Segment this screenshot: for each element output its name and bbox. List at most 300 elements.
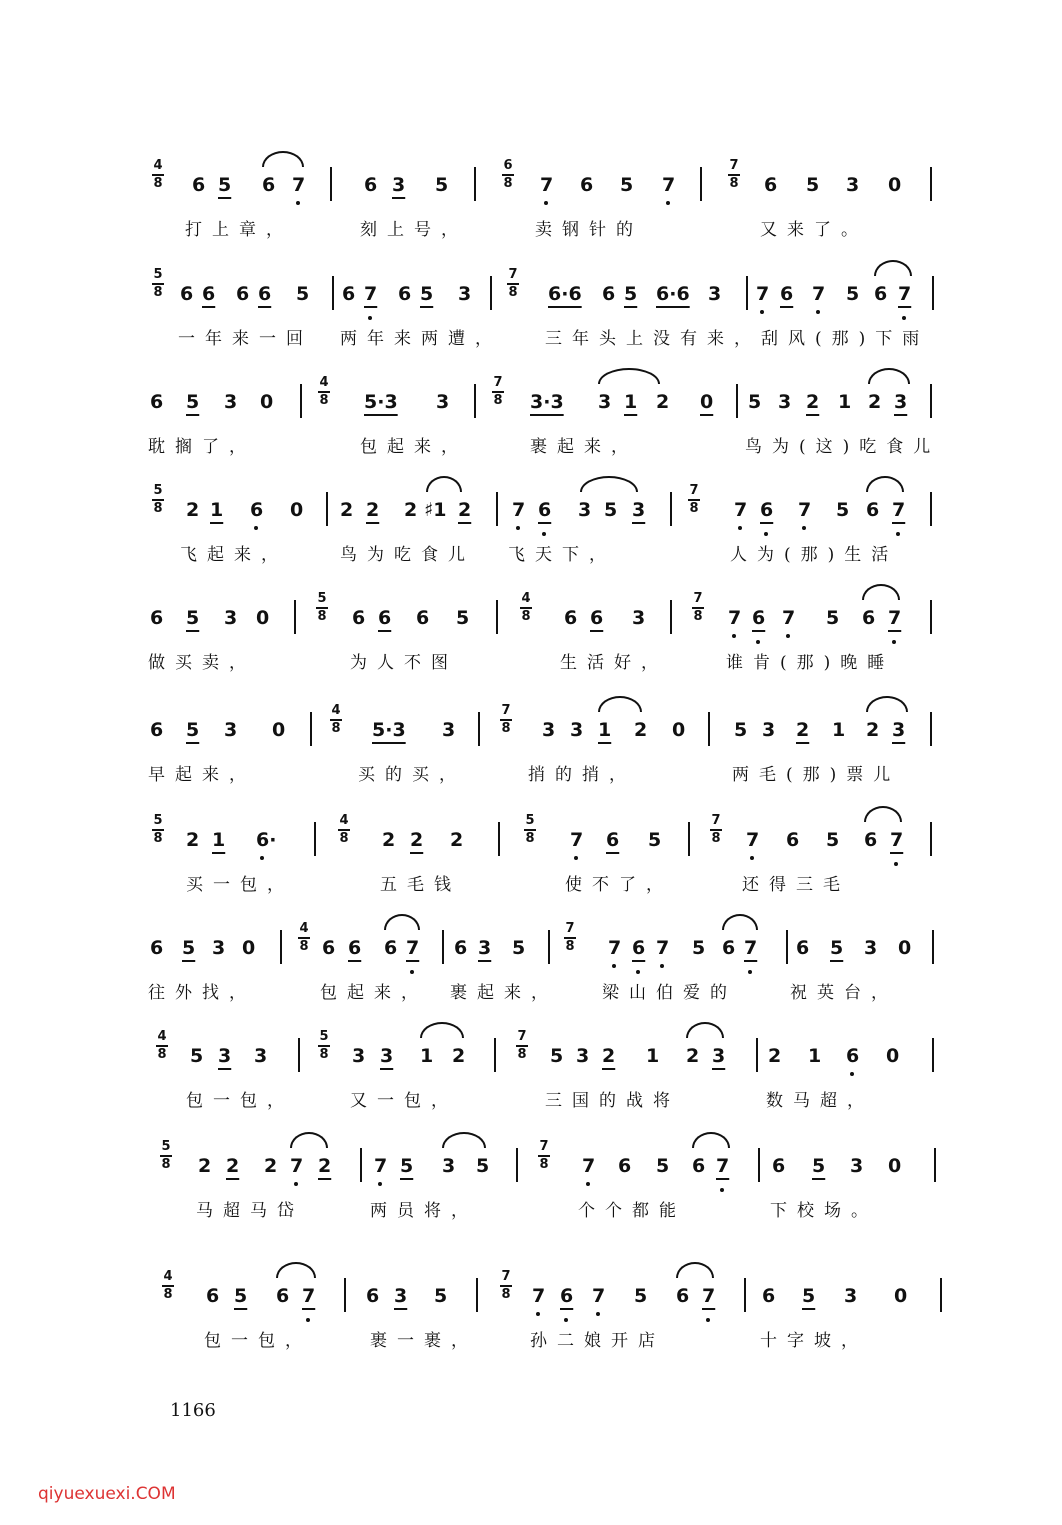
time-signature-bottom: 8: [521, 608, 531, 624]
lower-octave-dot: [892, 640, 896, 644]
note: 6: [416, 607, 430, 629]
time-signature: [690, 592, 706, 624]
lyric-text: 包一包，: [186, 1091, 294, 1111]
note: 5: [218, 174, 232, 196]
lyric-text: 裹起来，: [530, 437, 638, 457]
note: 6: [378, 607, 392, 629]
note: 3: [712, 1045, 726, 1067]
time-signature-top: 5: [319, 1029, 329, 1044]
note: 7: [374, 1154, 387, 1178]
page-number: 1166: [170, 1400, 216, 1421]
note: 5: [846, 283, 860, 305]
lyric-text: 买的买，: [358, 765, 466, 785]
note: 6: [322, 937, 336, 959]
lower-octave-dot: [636, 970, 640, 974]
note: 3: [894, 391, 908, 413]
time-signature-top: 7: [501, 703, 511, 718]
note: 6: [150, 719, 164, 741]
note: 6: [342, 283, 356, 305]
note: 2: [768, 1045, 782, 1067]
barline: [496, 600, 498, 634]
note: 1: [624, 391, 638, 413]
note: 1: [646, 1045, 660, 1067]
time-signature: [328, 704, 344, 736]
barline: [756, 1038, 758, 1072]
lyric-text: 为人不图: [350, 653, 458, 673]
note: 6: [538, 498, 551, 522]
lyric-text: 包起来，: [360, 437, 468, 457]
note: 7: [728, 606, 741, 630]
lyric-text: 捎的捎，: [528, 765, 636, 785]
note: 6: [846, 1044, 859, 1068]
note: 6: [762, 1285, 776, 1307]
note: 6·6: [656, 283, 690, 305]
note: 6: [398, 283, 412, 305]
note: 5: [512, 937, 526, 959]
barline: [476, 1278, 478, 1312]
barline: [360, 1148, 362, 1182]
lyric-text: 早起来，: [148, 765, 256, 785]
note: 2: [340, 499, 354, 521]
time-signature-top: 5: [153, 483, 163, 498]
time-signature-bottom: 8: [153, 830, 163, 846]
note: 3: [442, 1155, 456, 1177]
note: 6: [150, 391, 164, 413]
lower-octave-dot: [368, 316, 372, 320]
lyric-text: 祝英台，: [790, 983, 898, 1003]
barline: [930, 712, 932, 746]
note: 3: [218, 1045, 232, 1067]
note: 3: [844, 1285, 858, 1307]
time-signature-bottom: 8: [501, 720, 511, 736]
note: 3: [352, 1045, 366, 1067]
barline: [344, 1278, 346, 1312]
barline: [758, 1148, 760, 1182]
barline: [330, 167, 332, 201]
barline: [332, 276, 334, 310]
lower-octave-dot: [706, 1318, 710, 1322]
note: 2: [806, 391, 820, 413]
lyric-text: 五毛钱: [380, 875, 461, 895]
note: 7: [756, 282, 769, 306]
note: 7: [592, 1284, 605, 1308]
note: 3: [892, 719, 906, 741]
lower-octave-dot: [260, 856, 264, 860]
note: 5·3: [372, 719, 406, 741]
lyric-text: 个个都能: [578, 1201, 686, 1221]
time-signature-top: 4: [331, 703, 341, 718]
note: 2: [226, 1155, 240, 1177]
note: 7: [656, 936, 669, 960]
note: 1: [808, 1045, 822, 1067]
note: 5·3: [364, 391, 398, 413]
score-line-7: [0, 813, 1062, 948]
lyric-text: 两毛(那)票儿: [732, 765, 901, 785]
note: 5: [550, 1045, 564, 1067]
note: 7: [364, 282, 377, 306]
time-signature: [316, 1030, 332, 1062]
time-signature-bottom: 8: [517, 1046, 527, 1062]
barline: [294, 600, 296, 634]
note: 6: [180, 283, 194, 305]
note: 7: [798, 498, 811, 522]
note: 7: [570, 828, 583, 852]
time-signature: [150, 484, 166, 516]
lower-octave-dot: [786, 634, 790, 638]
lower-octave-dot: [544, 201, 548, 205]
note: 6: [866, 499, 880, 521]
lower-octave-dot: [378, 1182, 382, 1186]
time-signature: [498, 1270, 514, 1302]
note: 6·6: [548, 283, 582, 305]
note: 6: [192, 174, 206, 196]
lyric-text: 裹起来，: [450, 983, 558, 1003]
note: 6: [632, 936, 645, 960]
lower-octave-dot: [816, 310, 820, 314]
note: 7: [888, 606, 901, 630]
time-signature-bottom: 8: [153, 284, 163, 300]
note: 5: [802, 1285, 816, 1307]
lyric-text: 裹一裹，: [370, 1331, 478, 1351]
time-signature-bottom: 8: [501, 1286, 511, 1302]
note: 2: [796, 719, 810, 741]
note: 3: [224, 607, 238, 629]
barline: [298, 1038, 300, 1072]
note: 7: [744, 936, 757, 960]
note: 7: [532, 1284, 545, 1308]
note: 7: [702, 1284, 715, 1308]
note: 3: [598, 391, 612, 413]
barline: [670, 492, 672, 526]
note: 3: [458, 283, 472, 305]
lower-octave-dot: [666, 201, 670, 205]
note: 7: [746, 828, 759, 852]
note: 6: [760, 498, 773, 522]
note: 6: [752, 606, 765, 630]
lyric-text: 耽搁了，: [148, 437, 256, 457]
note: 5: [656, 1155, 670, 1177]
note: 3: [478, 937, 492, 959]
time-signature-top: 7: [517, 1029, 527, 1044]
time-signature-bottom: 8: [153, 500, 163, 516]
note: 5: [186, 391, 200, 413]
time-signature-top: 4: [339, 813, 349, 828]
lower-octave-dot: [294, 1182, 298, 1186]
lower-octave-dot: [254, 526, 258, 530]
time-signature: [686, 484, 702, 516]
note: 0: [898, 937, 912, 959]
note: 6: [874, 283, 888, 305]
note: 6: [348, 937, 362, 959]
lower-octave-dot: [720, 1188, 724, 1192]
lower-octave-dot: [296, 201, 300, 205]
lyric-text: 刻上号，: [360, 220, 468, 240]
note: 6: [276, 1285, 290, 1307]
barline: [930, 822, 932, 856]
barline: [708, 712, 710, 746]
time-signature-bottom: 8: [317, 608, 327, 624]
barline: [478, 712, 480, 746]
time-signature-bottom: 8: [319, 392, 329, 408]
lower-octave-dot: [896, 532, 900, 536]
score-line-11: [0, 1269, 1062, 1404]
note: 6: [590, 607, 604, 629]
lower-octave-dot: [748, 970, 752, 974]
time-signature: [314, 592, 330, 624]
note: 6: [364, 174, 378, 196]
note: 0: [256, 607, 270, 629]
lyric-text: 三年头上没有来，刮风(那)下雨: [545, 329, 930, 349]
note: 6: [772, 1155, 786, 1177]
note: 6: [250, 498, 263, 522]
time-signature-top: 7: [539, 1139, 549, 1154]
note: 1: [212, 829, 226, 851]
note: 7: [890, 828, 903, 852]
note: 6·: [256, 828, 276, 852]
lower-octave-dot: [564, 1318, 568, 1322]
lyric-text: 人为(那)生活: [730, 545, 899, 565]
time-signature-top: 4: [521, 591, 531, 606]
barline: [940, 1278, 942, 1312]
lyric-text: 两年来两遭，: [340, 329, 502, 349]
time-signature: [316, 376, 332, 408]
time-signature: [490, 376, 506, 408]
lyric-text: 包起来，: [320, 983, 428, 1003]
barline: [280, 930, 282, 964]
lyric-text: 又一包，: [350, 1091, 458, 1111]
note: 5: [604, 499, 618, 521]
note: 5: [476, 1155, 490, 1177]
barline: [310, 712, 312, 746]
note: 2: [382, 829, 396, 851]
note: 5: [806, 174, 820, 196]
lower-octave-dot: [802, 526, 806, 530]
barline: [746, 276, 748, 310]
lyric-text: 下校场。: [770, 1201, 878, 1221]
time-signature-top: 7: [508, 267, 518, 282]
lower-octave-dot: [756, 640, 760, 644]
time-signature-bottom: 8: [339, 830, 349, 846]
time-signature-bottom: 8: [161, 1156, 171, 1172]
time-signature-bottom: 8: [493, 392, 503, 408]
barline: [932, 276, 934, 310]
note: 5: [826, 829, 840, 851]
time-signature-top: 7: [501, 1269, 511, 1284]
note: 2: [866, 719, 880, 741]
time-signature-top: 4: [319, 375, 329, 390]
note: 5: [826, 607, 840, 629]
note: 2: [410, 829, 424, 851]
note: 2: [656, 391, 670, 413]
barline: [496, 492, 498, 526]
time-signature-top: 5: [161, 1139, 171, 1154]
barline: [474, 167, 476, 201]
lower-octave-dot: [586, 1182, 590, 1186]
lyric-text: 飞天下，: [508, 545, 616, 565]
note: 3·3: [530, 391, 564, 413]
note: 6: [262, 174, 276, 196]
barline: [934, 1148, 936, 1182]
time-signature-bottom: 8: [525, 830, 535, 846]
barline: [932, 1038, 934, 1072]
time-signature: [498, 704, 514, 736]
note: 6: [692, 1155, 706, 1177]
note: 6: [206, 1285, 220, 1307]
barline: [670, 600, 672, 634]
lyric-text: 数马超，: [766, 1091, 874, 1111]
note: 2: [452, 1045, 466, 1067]
barline: [930, 384, 932, 418]
time-signature-top: 7: [711, 813, 721, 828]
note: 3: [846, 174, 860, 196]
lyric-text: 买一包，: [186, 875, 294, 895]
note: 0: [894, 1285, 908, 1307]
note: 7: [782, 606, 795, 630]
slur: [262, 151, 304, 167]
note: 5: [692, 937, 706, 959]
note: 7: [812, 282, 825, 306]
note: 5: [190, 1045, 204, 1067]
note: 3: [762, 719, 776, 741]
barline: [744, 1278, 746, 1312]
time-signature: [154, 1030, 170, 1062]
lower-octave-dot: [542, 532, 546, 536]
lyric-text: 打上章，: [185, 220, 293, 240]
note: 6: [150, 937, 164, 959]
note: 5: [435, 174, 449, 196]
time-signature: [514, 1030, 530, 1062]
lower-octave-dot: [410, 970, 414, 974]
score-line-10: [0, 1139, 1062, 1274]
note: 5: [456, 607, 470, 629]
lower-octave-dot: [612, 964, 616, 968]
lower-octave-dot: [850, 1072, 854, 1076]
barline: [516, 1148, 518, 1182]
note: 6: [564, 607, 578, 629]
note: 7: [540, 173, 553, 197]
note: 6: [780, 283, 794, 305]
time-signature-top: 5: [317, 591, 327, 606]
lyric-text: 生活好，: [560, 653, 668, 673]
barline: [930, 167, 932, 201]
note: 3: [254, 1045, 268, 1067]
note: 7: [608, 936, 621, 960]
note: 6: [560, 1284, 573, 1308]
time-signature-top: 4: [163, 1269, 173, 1284]
time-signature-bottom: 8: [539, 1156, 549, 1172]
time-signature: [296, 922, 312, 954]
note: 7: [898, 282, 911, 306]
lyric-text: 包一包，: [204, 1331, 312, 1351]
note: 5: [836, 499, 850, 521]
note: 3: [632, 607, 646, 629]
time-signature-bottom: 8: [565, 938, 575, 954]
note: 3: [212, 937, 226, 959]
note: 6: [602, 283, 616, 305]
note: 2: [198, 1155, 212, 1177]
note: 6: [150, 607, 164, 629]
barline: [930, 600, 932, 634]
note: 6: [676, 1285, 690, 1307]
barline: [688, 822, 690, 856]
barline: [442, 930, 444, 964]
barline: [930, 492, 932, 526]
note: 3: [708, 283, 722, 305]
time-signature: [158, 1140, 174, 1172]
note: 7: [302, 1284, 315, 1308]
barline: [498, 822, 500, 856]
time-signature: [518, 592, 534, 624]
barline: [300, 384, 302, 418]
note: 6: [454, 937, 468, 959]
watermark: qiyuexuexi.COM: [38, 1484, 176, 1504]
note: 7: [292, 173, 305, 197]
note: 6: [366, 1285, 380, 1307]
time-signature: [522, 814, 538, 846]
note: 0: [888, 174, 902, 196]
note: 3: [380, 1045, 394, 1067]
note: 2: [868, 391, 882, 413]
note: 6: [764, 174, 778, 196]
note: 2: [602, 1045, 616, 1067]
note: 5: [812, 1155, 826, 1177]
note: 5: [400, 1155, 414, 1177]
time-signature-bottom: 8: [331, 720, 341, 736]
note: 3: [224, 719, 238, 741]
note: 3: [570, 719, 584, 741]
lower-octave-dot: [596, 1312, 600, 1316]
note: 0: [700, 391, 714, 413]
note: 3: [632, 499, 646, 521]
note: 3: [578, 499, 592, 521]
note: 1: [832, 719, 846, 741]
note: 7: [582, 1154, 595, 1178]
note: 6: [864, 829, 878, 851]
note: 6: [580, 174, 594, 196]
note: 0: [672, 719, 686, 741]
note: 5: [182, 937, 196, 959]
note: 7: [716, 1154, 729, 1178]
note: 7: [734, 498, 747, 522]
lower-octave-dot: [738, 526, 742, 530]
note: 5: [624, 283, 638, 305]
lower-octave-dot: [574, 856, 578, 860]
time-signature-top: 7: [693, 591, 703, 606]
note: 7: [406, 936, 419, 960]
lyric-text: 孙二娘开店: [530, 1331, 665, 1351]
lyric-text: 梁山伯爱的: [602, 983, 737, 1003]
note: 7: [892, 498, 905, 522]
time-signature-bottom: 8: [729, 175, 739, 191]
note: 2: [404, 499, 418, 521]
time-signature: [150, 814, 166, 846]
time-signature: [336, 814, 352, 846]
note: 3: [576, 1045, 590, 1067]
lower-octave-dot: [764, 532, 768, 536]
note: 3: [542, 719, 556, 741]
score-line-2: [0, 267, 1062, 402]
note: 5: [186, 719, 200, 741]
note: 3: [224, 391, 238, 413]
note: 6: [862, 607, 876, 629]
time-signature: [150, 268, 166, 300]
barline: [736, 384, 738, 418]
note: 3: [778, 391, 792, 413]
lower-octave-dot: [516, 526, 520, 530]
note: 6: [618, 1155, 632, 1177]
barline: [932, 930, 934, 964]
lyric-text: 做买卖，: [148, 653, 256, 673]
